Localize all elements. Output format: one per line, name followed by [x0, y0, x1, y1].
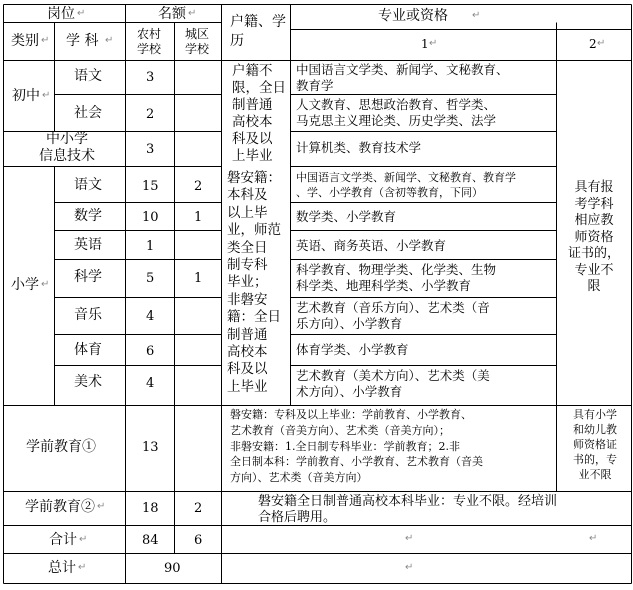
header-urban: 城区 学校: [185, 27, 210, 56]
rural-count: 3: [146, 142, 155, 157]
subject-cell: 音乐: [74, 307, 102, 323]
return-mark: ↵: [405, 533, 414, 544]
subject-cell: 社会: [74, 105, 102, 121]
major-preschool-1: 磐安籍：专科及以上毕业：学前教育、小学教育、 艺术教育（音美方向）、艺术类（音美方向）； 非磐安籍：1.全日制专科毕业：学前教育；2.非 全日制本科：学前教育、小学教育、艺术教育（音美 方向）、艺术类（音美方向）: [230, 408, 483, 485]
return-mark: ↵: [105, 35, 114, 46]
return-mark: ↵: [188, 8, 197, 19]
major-primary-english: 英语、商务英语、小学教育: [296, 238, 447, 253]
major-primary-chinese: 中国语言文学类、新闻学、文秘教育、教育学 、学、小学教育（含初等教育，下同）: [296, 171, 516, 199]
major-primary-music: 艺术教育（音乐方向）、艺术类（音 乐方向）、小学教育: [296, 300, 490, 331]
header-major: 专业或资格: [378, 8, 448, 24]
return-mark: ↵: [77, 8, 86, 19]
major-middle-social: 人文教育、思想政治教育、哲学类、 马克思主义理论类、历史学类、法学: [296, 97, 497, 128]
group-preschool-2: 学前教育②: [25, 499, 95, 515]
rural-count: 5: [146, 271, 155, 286]
total-count: 90: [164, 561, 181, 576]
rural-count: 4: [146, 309, 155, 324]
return-mark: ↵: [41, 279, 50, 290]
group-preschool-1: 学前教育①: [26, 439, 96, 455]
return-mark: ↵: [597, 38, 606, 49]
req2-primary: 具有报 考学科 相应教 师资格 证书的， 专业不 限: [567, 180, 620, 294]
major-middle-chinese: 中国语言文学类、新闻学、文秘教育、 教育学: [296, 62, 509, 93]
return-mark: ↵: [42, 90, 51, 101]
return-mark: ↵: [472, 10, 481, 21]
rural-count: 4: [146, 376, 155, 391]
return-mark: ↵: [405, 562, 414, 573]
rural-count: 18: [142, 501, 159, 516]
rural-count: 2: [146, 107, 155, 122]
urban-count: 6: [194, 533, 203, 548]
rural-count: 10: [142, 210, 159, 225]
return-mark: ↵: [41, 35, 50, 46]
header-quota: 名额: [158, 6, 186, 22]
header-req1: 1: [421, 37, 429, 51]
rural-count: 13: [142, 440, 159, 455]
header-req2: 2: [589, 37, 597, 51]
rural-count: 3: [146, 70, 155, 85]
rural-count: 6: [146, 344, 155, 359]
major-primary-art: 艺术教育（美术方向）、艺术类（美 术方向）、小学教育: [296, 368, 490, 399]
subject-cell: 科学: [74, 269, 102, 285]
group-primary: 小学: [11, 277, 39, 293]
return-mark: ↵: [589, 533, 598, 544]
subject-cell: 语文: [74, 68, 102, 84]
header-subject: 学 科: [66, 33, 99, 49]
subject-cell: 数学: [74, 208, 102, 224]
huji-middle: 户籍不 限，全日 制普通 高校本 科及以 上毕业: [232, 63, 286, 164]
major-middle-it: 计算机类、教育技术学: [296, 140, 422, 155]
group-middle-school: 初中: [12, 88, 40, 104]
rural-count: 84: [142, 533, 159, 548]
rural-count: 15: [142, 179, 159, 194]
urban-count: 1: [194, 210, 203, 225]
rural-count: 1: [146, 239, 155, 254]
return-mark: ↵: [429, 38, 438, 49]
major-primary-science: 科学教育、物理学类、化学类、生物 科学类、地理科学类、小学教育: [296, 262, 497, 293]
major-primary-pe: 体育学类、小学教育: [296, 342, 409, 357]
subject-cell: 语文: [74, 177, 102, 193]
group-it: 中小学 信息技术: [39, 131, 95, 164]
major-primary-math: 数学类、小学教育: [296, 209, 397, 224]
huji-primary: 磐安籍： 本科及 以上毕 业，师范 类全日 制专科 毕业； 非磐安 籍：全日 制普通 高校本 科及以 上毕业: [227, 170, 281, 395]
return-mark: ↵: [79, 534, 88, 545]
subject-cell: 美术: [74, 374, 102, 390]
header-rural: 农村 学校: [137, 27, 162, 56]
major-preschool-2: 磐安籍全日制普通高校本科毕业：专业不限。经培训 合格后聘用。: [258, 494, 558, 525]
urban-count: 2: [194, 179, 203, 194]
header-category: 类别: [11, 33, 39, 49]
header-position: 岗位: [47, 6, 75, 22]
row-total-label: 总计: [48, 560, 76, 576]
return-mark: ↵: [97, 501, 106, 512]
subject-cell: 英语: [74, 237, 102, 253]
urban-count: 1: [194, 271, 203, 286]
header-huji: 户籍、学 历: [230, 14, 286, 49]
subject-cell: 体育: [74, 342, 102, 358]
row-subtotal-label: 合计: [49, 532, 77, 548]
return-mark: ↵: [78, 562, 87, 573]
req2-preschool: 具有小学 和幼儿教 师资格证 书的，专 业不限: [573, 408, 617, 481]
urban-count: 2: [194, 501, 203, 516]
